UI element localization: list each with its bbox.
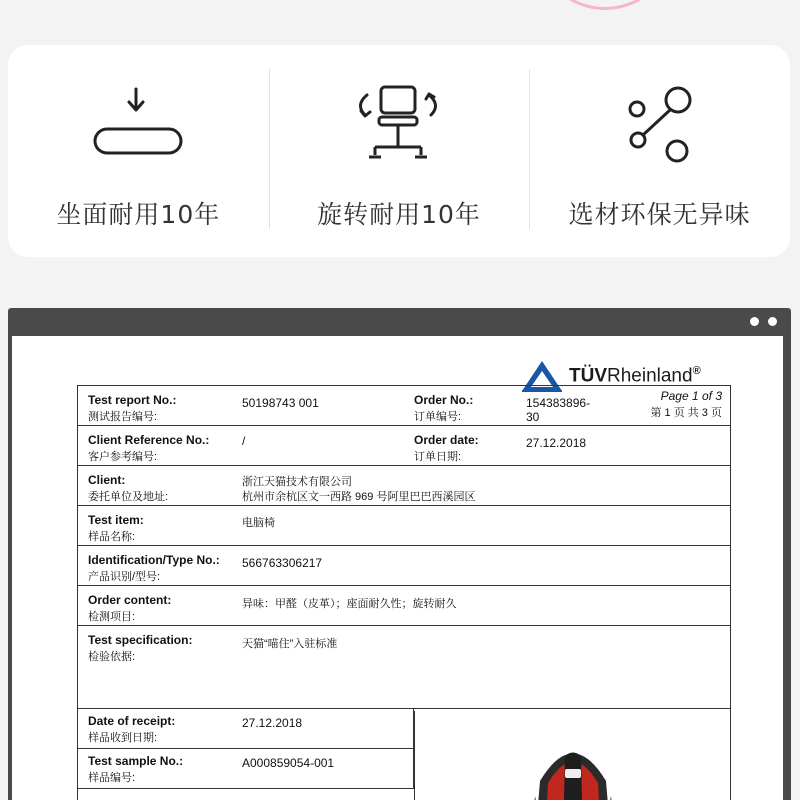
test-report-table [77, 385, 731, 800]
table-row: Test specification: 检验依据: 天猫“喵住”入驻标准 [78, 626, 730, 709]
share-nodes-icon [610, 85, 710, 165]
swivel-chair-icon [349, 85, 449, 165]
document-window [8, 308, 791, 800]
window-controls [750, 317, 777, 326]
table-row: Identification/Type No.: 产品识别/型号: 566763306217 [78, 546, 730, 586]
decorative-arc [535, 0, 675, 10]
table-row: Test report No.: 测试报告编号: 50198743 001 Order No.: 订单编号: 154383896- 30 Page 1 of 3 第 1 页 共 3 页 [78, 386, 730, 426]
feature-label: 选材环保无异味 [568, 200, 751, 229]
tuv-name: TÜVRheinland® [569, 364, 701, 387]
report-paper [12, 336, 783, 800]
table-row: Date of receipt: 样品收到日期: 27.12.2018 [78, 709, 414, 749]
seat-press-icon [88, 85, 188, 165]
window-dot[interactable] [750, 317, 759, 326]
feature-label: 坐面耐用10年 [56, 200, 221, 229]
feature-label: 旋转耐用10年 [317, 200, 481, 229]
feature-seat-durability [8, 45, 269, 257]
feature-panel [8, 45, 790, 257]
sample-photo [414, 711, 731, 800]
feature-swivel-durability [269, 45, 530, 257]
table-row: Client: 委托单位及地址: 浙江天猫技术有限公司 杭州市余杭区文一西路 969 号阿里巴巴西溪园区 [78, 466, 730, 506]
table-row: Client Reference No.: 客户参考编号: / Order date: 订单日期: 27.12.2018 [78, 426, 730, 466]
table-row: Order content: 检测项目: 异味：甲醛（皮革）；座面耐久性；旋转耐久 [78, 586, 730, 626]
table-row [78, 789, 414, 800]
window-dot[interactable] [768, 317, 777, 326]
table-row: Test item: 样品名称: 电脑椅 [78, 506, 730, 546]
gaming-chair-image [415, 711, 731, 800]
feature-eco-material [529, 45, 790, 257]
table-row: Test sample No.: 样品编号: A000859054-001 [78, 749, 414, 789]
